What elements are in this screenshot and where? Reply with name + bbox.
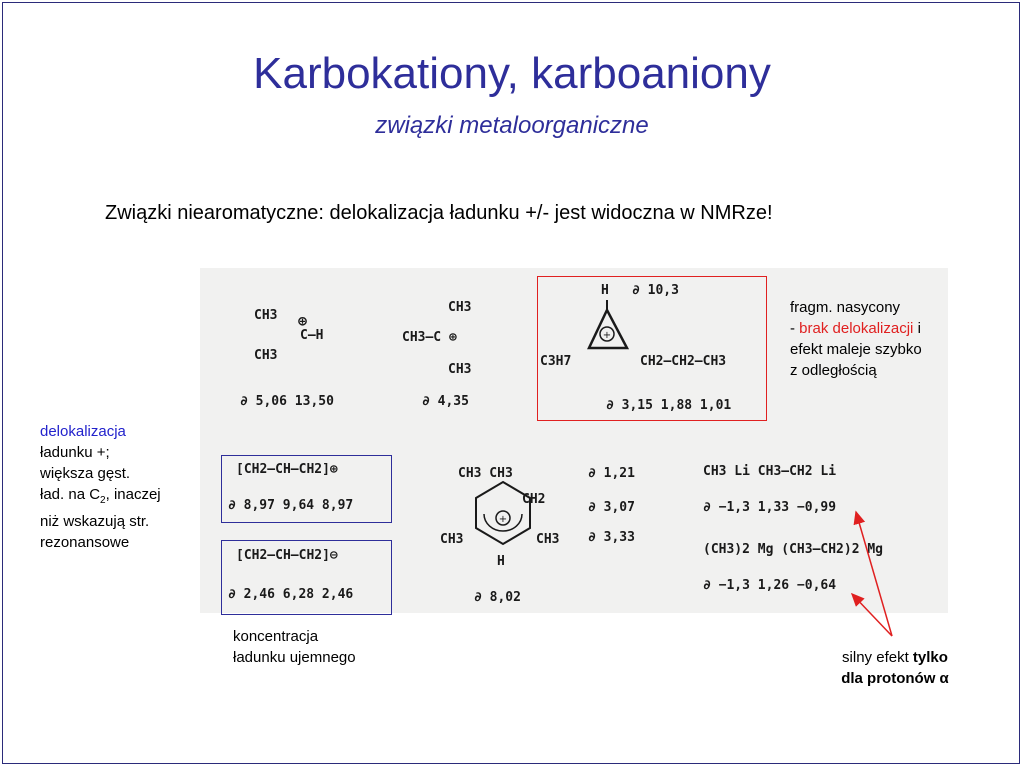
struct3-shifts: ∂ 3,15 1,88 1,01 <box>606 398 732 413</box>
slide-title: Karbokationy, karboaniony <box>253 49 771 98</box>
ring-h-shift: ∂ 8,02 <box>474 590 521 605</box>
ring-shift-2: ∂ 3,07 <box>588 500 635 515</box>
allyl-cation-shifts: ∂ 8,97 9,64 8,97 <box>228 498 354 513</box>
svg-text:+: + <box>498 514 508 525</box>
struct2-shifts: ∂ 4,35 <box>422 394 469 409</box>
ring-shift-3: ∂ 3,33 <box>588 530 635 545</box>
note-negative-charge: koncentracja ładunku ujemnego <box>233 628 356 666</box>
ring-shift-1: ∂ 1,21 <box>588 466 635 481</box>
note-alpha-protons: silny efekt tylko dla protonów α <box>841 649 949 687</box>
allyl-cation-formula: [CH2—CH—CH2]⊕ <box>236 462 338 477</box>
struct1-shifts: ∂ 5,06 13,50 <box>240 394 334 409</box>
allyl-anion-formula: [CH2—CH—CH2]⊖ <box>236 548 338 563</box>
allyl-anion-shifts: ∂ 2,46 6,28 2,46 <box>228 587 354 602</box>
lead-text: Związki niearomatyczne: delokalizacja ładunku +/- jest widoczna w NMRze! <box>105 202 773 224</box>
organomagnesium-formulas: (CH3)2 Mg (CH3—CH2)2 Mg <box>703 542 884 557</box>
organolithium-formulas: CH3 Li CH3—CH2 Li <box>703 464 837 479</box>
svg-text:+: + <box>602 330 612 341</box>
organomagnesium-shifts: ∂ −1,3 1,26 −0,64 <box>703 578 837 593</box>
note-saturated-fragment: fragm. nasycony - brak delokalizacji i efekt maleje szybko z odległością <box>790 299 922 379</box>
slide-subtitle: związki metaloorganiczne <box>375 112 649 139</box>
organolithium-shifts: ∂ −1,3 1,33 −0,99 <box>703 500 837 515</box>
note-delocalization: delokalizacja ładunku +; większa gęst. ład. na $C_2$, inaczej niż wskazują str. rezonansowe <box>40 423 161 551</box>
